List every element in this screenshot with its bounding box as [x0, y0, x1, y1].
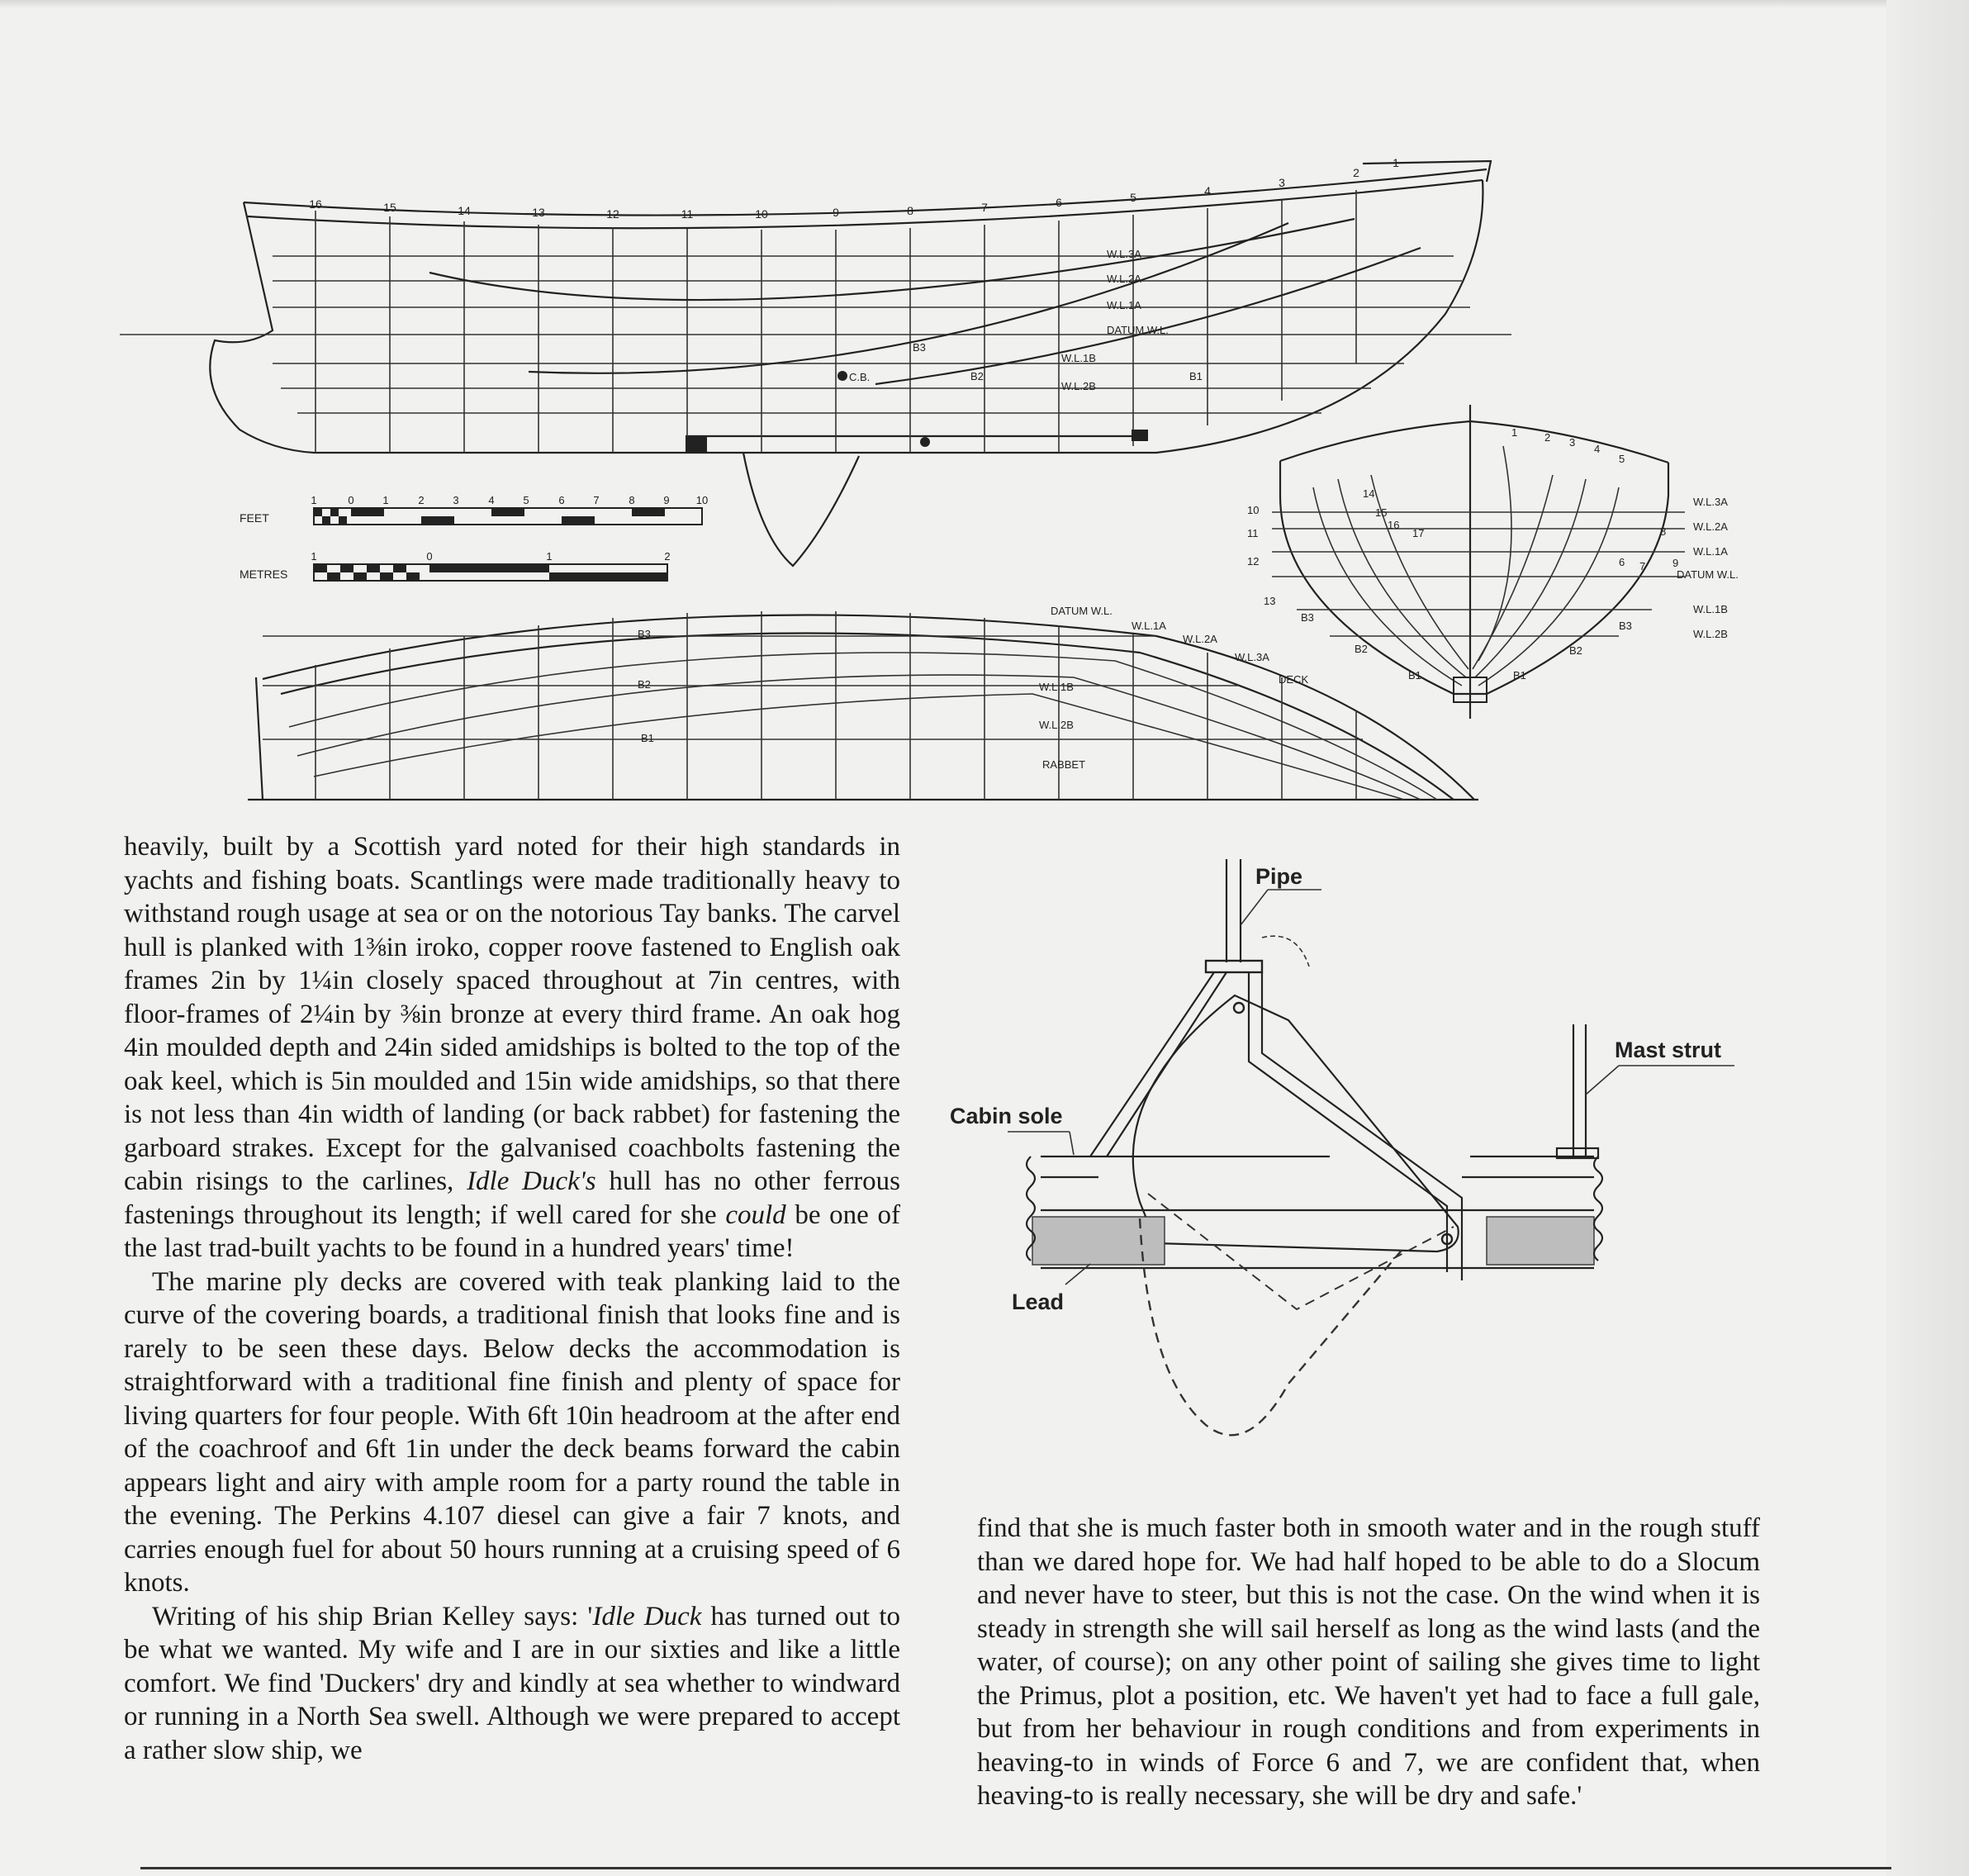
scale-feet-label: FEET: [240, 511, 269, 525]
station-4: 4: [1204, 184, 1211, 197]
section-frame-number: 15: [1375, 506, 1388, 519]
scale-feet-tick: 10: [695, 494, 709, 506]
emphasis-ship-name: Idle Duck's: [467, 1166, 596, 1196]
lines-plan-drawing: [0, 0, 1969, 826]
section-frame-number: 2: [1544, 431, 1551, 444]
profile-view: [120, 156, 1511, 566]
station-6: 6: [1056, 196, 1062, 209]
section-left-label: 10: [1247, 504, 1260, 516]
station-15: 15: [383, 201, 396, 214]
station-14: 14: [458, 204, 471, 217]
b3-label: B3: [913, 341, 926, 354]
bottom-rule: [140, 1867, 1891, 1869]
section-frame-number: 7: [1639, 560, 1646, 572]
section-frame-number: 9: [1672, 557, 1679, 569]
section-buttock-label: B3: [1301, 611, 1314, 624]
section-frame-number: 1: [1511, 426, 1518, 439]
scale-feet-tick: 8: [629, 494, 635, 506]
plan-wl3a-label: W.L.3A: [1235, 651, 1269, 663]
section-right-label: W.L.1B: [1693, 603, 1728, 615]
text-run: Writing of his ship Brian Kelley says: ': [152, 1601, 593, 1631]
paragraph-quote-end: find that she is much faster both in smooth water and in the rough stuff than we dared hope for. We had half hoped to be able to do a Slocum and never have to steer, but this is not the case. On the wind when it is steady in strength she will sail herself as long as the wind lasts (and the water, of course); on any other point of sailing she gives time to light the Primus, plot a position, etc. We haven't yet had to face a full gale, but from her behaviour in rough conditions and from experiments in heaving-to in winds of Force 6 and 7, we are confident that, when heaving-to is really necessary, she will be dry and safe.': [977, 1513, 1760, 1811]
section-right-label: W.L.2A: [1693, 520, 1728, 533]
wl-3a-label: W.L.3A: [1107, 248, 1141, 260]
station-2: 2: [1353, 166, 1359, 179]
wl-2a-label: W.L.2A: [1107, 273, 1141, 285]
paragraph-construction: [124, 830, 900, 1266]
station-8: 8: [907, 204, 913, 217]
section-right-label: DATUM W.L.: [1677, 568, 1739, 581]
mast-strut-label: Mast strut: [1615, 1038, 1722, 1062]
scale-feet-tick: 6: [558, 494, 565, 506]
station-13: 13: [532, 206, 545, 219]
plan-wl2b-label: W.L.2B: [1039, 719, 1074, 731]
station-16: 16: [309, 197, 322, 211]
half-breadth-plan: [248, 605, 1478, 800]
plan-b1-label: B1: [641, 732, 654, 744]
text-run: has turned out to be what we wanted. My wife and I are in our sixties and like a little comfort. We find 'Duckers' dry and kindly at sea whether to windward or running in a North Sea swell. Although we were prepared to accept a rather slow ship, we: [124, 1601, 900, 1765]
scale-metres-tick: 2: [664, 550, 671, 563]
wl-1a-label: W.L.1A: [1107, 299, 1141, 311]
section-buttock-label: B1: [1408, 669, 1421, 682]
scale-feet-tick: 7: [593, 494, 600, 506]
section-left-label: 12: [1247, 555, 1260, 568]
section-frame-number: 5: [1619, 453, 1625, 465]
emphasis-could: could: [725, 1199, 786, 1230]
cabin-sole-label: Cabin sole: [950, 1104, 1063, 1128]
section-frame-number: 8: [1660, 525, 1667, 538]
b1-label: B1: [1189, 370, 1203, 382]
article-left-column: [124, 830, 900, 1767]
section-left-label: 13: [1264, 595, 1276, 607]
keel-centreplate-diagram: [942, 847, 1722, 1475]
section-frame-number: 6: [1619, 556, 1625, 568]
section-right-label: W.L.3A: [1693, 496, 1728, 508]
plan-datum-label: DATUM W.L.: [1051, 605, 1113, 617]
section-right-label: W.L.1A: [1693, 545, 1728, 558]
plan-wl2a-label: W.L.2A: [1183, 633, 1217, 645]
body-section-view: [1247, 405, 1739, 719]
scale-feet-tick: 2: [418, 494, 425, 506]
station-7: 7: [981, 201, 988, 214]
scale-feet-tick: 3: [453, 494, 459, 506]
section-buttock-label: B2: [1355, 643, 1368, 655]
paragraph-decks: The marine ply decks are covered with teak planking laid to the curve of the covering boards, a traditional finish that looks fine and is rarely to be seen these days. Below decks the accommodation is straightforward with a traditional fine finish and plenty of space for living quarters for four people. With 6ft 10in headroom at the after end of the coachroof and 6ft 1in under the deck beams forward the cabin appears light and airy with ample room for a party round the table in the evening. The Perkins 4.107 diesel can give a fair 7 knots, and carries enough fuel for about 50 hours running at a cruising speed of 6 knots.: [124, 1266, 900, 1598]
section-left-label: 11: [1247, 527, 1259, 539]
scale-feet-tick: 1: [311, 494, 317, 506]
wl-2b-label: W.L.2B: [1061, 380, 1096, 392]
section-buttock-label: B3: [1619, 620, 1632, 632]
scale-metres-tick: 1: [311, 550, 317, 563]
plan-wl1b-label: W.L.1B: [1039, 681, 1074, 693]
scale-feet-tick: 5: [523, 494, 529, 506]
plan-wl1a-label: W.L.1A: [1132, 620, 1166, 632]
section-buttock-label: B1: [1513, 669, 1526, 682]
wl-1b-label: W.L.1B: [1061, 352, 1096, 364]
article-right-column: [977, 1512, 1760, 1813]
text-run: hull has no other ferrous fastenings throughout its length; if well cared for she: [124, 1166, 900, 1230]
station-3: 3: [1279, 176, 1285, 189]
cb-label: C.B.: [849, 371, 871, 383]
section-frame-number: 16: [1388, 519, 1400, 531]
plan-b3-label: B3: [638, 628, 651, 640]
text-run: heavily, built by a Scottish yard noted for their high standards in yachts and fishing boats. Scantlings were made traditionally heavy to withstand rough usage at sea or on the notorious Tay banks. The carvel hull is planked with 1⅜in iroko, copper roove fastened to English oak frames 2in by 1¼in closely spaced throughout at 7in centres, with floor-frames of 2¼in by ⅜in bronze at every third frame. An oak hog 4in moulded depth and 24in sided amidships is bolted to the top of the oak keel, which is 5in moulded and 15in wide amidships, so that there is not less than 4in width of landing (or back rabbet) for fastening the garboard strakes. Except for the galvanised coachbolts fastening the cabin risings to the carlines,: [124, 832, 900, 1196]
section-right-label: W.L.2B: [1693, 628, 1728, 640]
station-5: 5: [1130, 191, 1136, 204]
datum-wl-label: DATUM W.L.: [1107, 324, 1169, 336]
plan-rabbet-label: RABBET: [1042, 758, 1086, 771]
station-9: 9: [833, 206, 839, 219]
section-frame-number: 17: [1412, 527, 1425, 539]
b2-label: B2: [970, 370, 984, 382]
station-12: 12: [606, 207, 619, 221]
text-run: be one of the last trad-built yachts to be found in a hundred years' time!: [124, 1199, 900, 1263]
plan-deck-label: DECK: [1279, 673, 1309, 686]
pipe-label: Pipe: [1255, 864, 1303, 889]
section-frame-number: 3: [1569, 436, 1576, 449]
emphasis-ship-name: Idle Duck: [592, 1601, 702, 1631]
paragraph-quote-start: [124, 1600, 900, 1768]
scale-feet-tick: 0: [348, 494, 354, 506]
station-1: 1: [1393, 156, 1399, 169]
section-frame-number: 4: [1594, 443, 1601, 455]
scale-metres-tick: 0: [426, 550, 433, 563]
station-10: 10: [755, 207, 768, 221]
plan-b2-label: B2: [638, 678, 651, 691]
section-buttock-label: B2: [1569, 644, 1582, 657]
lead-label: Lead: [1012, 1289, 1065, 1314]
station-11: 11: [681, 207, 694, 221]
scale-bars: [240, 494, 708, 581]
scale-metres-label: METRES: [240, 568, 288, 581]
section-frame-number: 14: [1363, 487, 1375, 500]
scale-feet-tick: 1: [382, 494, 389, 506]
scale-feet-tick: 9: [663, 494, 670, 506]
scale-metres-tick: 1: [546, 550, 553, 563]
scale-feet-tick: 4: [488, 494, 495, 506]
